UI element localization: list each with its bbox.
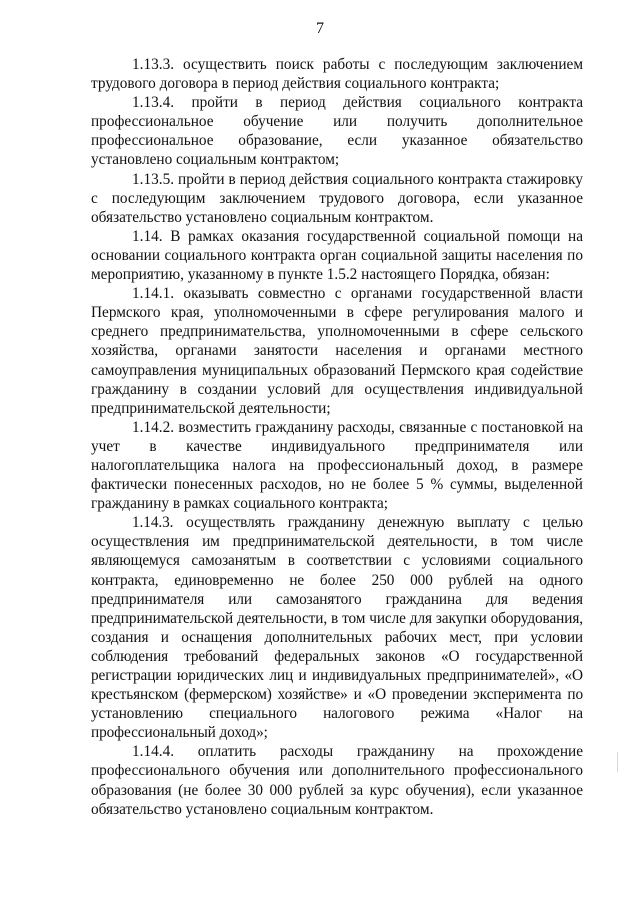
page-number: 7	[316, 20, 324, 37]
paragraph-1-14-3: 1.14.3. осуществлять гражданину денежную выплату с целью осуществления им предпринимательской деятельности, в том числе являющемуся самозанятым в соответствии с условиями социального контракта, единовременно не более 250 000 рублей на одного предпринимателя или самозанятого гражданина для ведения предпринимательской деятельности, в том числе для закупки оборудования, создания и оснащения дополнительных рабочих мест, при условии соблюдения требований федеральных законов «О государственной регистрации юридических лиц и индивидуальных предпринимателей», «О крестьянском (фермерском) хозяйстве» и «О проведении эксперимента по установлению специального налогового режима «Налог на профессиональный доход»;	[91, 514, 583, 742]
scan-margin-mark	[617, 752, 618, 772]
paragraph-1-14-2: 1.14.2. возместить гражданину расходы, связанные с постановкой на учет в качестве индивидуального предпринимателя или налогоплательщика налога на профессиональный доход, в размере фактически понесенных расходов, но не более 5 % суммы, выделенной гражданину в рамках социального контракта;	[91, 418, 583, 513]
paragraph-1-13-5: 1.13.5. пройти в период действия социального контракта стажировку с последующим заключением трудового договора, если указанное обязательство установлено социальным контрактом.	[91, 170, 583, 226]
paragraph-1-14-1: 1.14.1. оказывать совместно с органами государственной власти Пермского края, уполномоченными в сфере регулирования малого и среднего предпринимательства, уполномоченными в сфере сельского хозяйства, органами занятости населения и органами местного самоуправления муниципальных образований Пермского края содействие гражданину в создании условий для осуществления индивидуальной предпринимательской деятельности;	[91, 285, 583, 417]
paragraph-1-13-3: 1.13.3. осуществить поиск работы с последующим заключением трудового договора в период действия социального контракта;	[91, 56, 583, 93]
paragraph-1-13-4: 1.13.4. пройти в период действия социального контракта профессиональное обучение или получить дополнительное профессиональное образование, если указанное обязательство установлено социальным контрактом;	[91, 94, 583, 169]
paragraph-1-14-4: 1.14.4. оплатить расходы гражданину на прохождение профессионального обучения или дополнительного профессионального образования (не более 30 000 рублей за курс обучения), если указанное обязательство установлено социальным контрактом.	[91, 743, 583, 818]
paragraph-1-14: 1.14. В рамках оказания государственной социальной помощи на основании социального контракта орган социальной защиты населения по мероприятию, указанному в пункте 1.5.2 настоящего Порядка, обязан:	[91, 227, 583, 284]
document-body	[91, 55, 583, 819]
